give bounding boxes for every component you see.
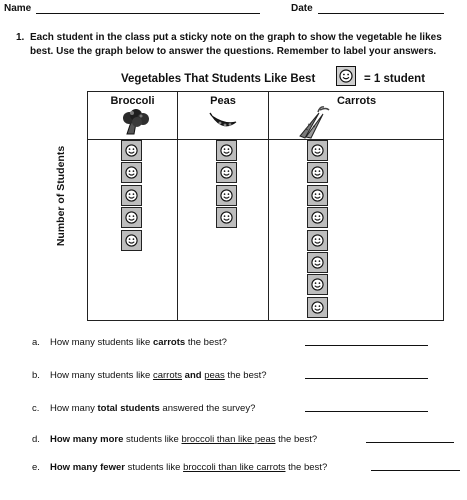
question-letter: a.	[32, 337, 40, 348]
question-text: How many fewer	[50, 462, 125, 473]
sticky-note-carrots-4	[307, 207, 328, 228]
answer-line-b[interactable]	[305, 378, 428, 379]
question-b	[32, 370, 267, 381]
category-label-broccoli: Broccoli	[110, 95, 155, 107]
question-text: carrots	[152, 337, 186, 348]
carrots-icon	[296, 106, 332, 140]
question-text: students like	[123, 434, 182, 445]
question-e	[32, 462, 327, 473]
answer-line-d[interactable]	[366, 442, 454, 443]
broccoli-icon	[119, 108, 151, 136]
smiley-face-icon	[125, 234, 138, 247]
question-text: the best?	[185, 337, 227, 348]
smiley-face-icon	[125, 166, 138, 179]
smiley-face-icon	[311, 211, 324, 224]
broccoli-stack	[121, 140, 142, 252]
smiley-face-icon	[311, 144, 324, 157]
sticky-note-carrots-6	[307, 252, 328, 273]
smiley-face-icon	[311, 301, 324, 314]
smiley-face-icon	[311, 234, 324, 247]
sticky-note-peas-4	[216, 207, 237, 228]
peas-stack	[216, 140, 237, 230]
smiley-face-icon	[311, 278, 324, 291]
smiley-face-icon	[220, 144, 233, 157]
sticky-note-broccoli-4	[121, 207, 142, 228]
question-text: How many more	[50, 434, 124, 445]
name-label: Name	[4, 3, 32, 14]
question-text: broccoli than like carrots	[183, 462, 286, 473]
smiley-face-icon	[220, 211, 233, 224]
question-letter: c.	[32, 403, 40, 414]
smiley-face-icon	[311, 189, 324, 202]
smiley-face-icon	[220, 166, 233, 179]
sticky-note-carrots-3	[307, 185, 328, 206]
sticky-note-carrots-7	[307, 274, 328, 295]
category-label-peas: Peas	[210, 95, 236, 107]
sticky-note-broccoli-2	[121, 162, 142, 183]
sticky-note-peas-2	[216, 162, 237, 183]
question-a	[32, 337, 227, 348]
answer-line-c[interactable]	[305, 411, 428, 412]
smiley-face-icon	[311, 256, 324, 269]
question-text: the best?	[224, 370, 267, 381]
question-text: students like	[124, 462, 184, 473]
carrots-stack	[307, 140, 328, 319]
question-text: How many students like	[50, 337, 153, 348]
question-text: the best?	[275, 434, 318, 445]
sticky-note-peas-1	[216, 140, 237, 161]
question-text: and	[182, 370, 205, 381]
pictograph	[87, 91, 444, 321]
smiley-face-icon	[125, 144, 138, 157]
question-text: broccoli than like peas	[181, 434, 276, 445]
date-label: Date	[291, 3, 313, 14]
question-text: total students	[97, 403, 160, 414]
legend-smiley-box	[336, 66, 356, 86]
question-letter: b.	[32, 370, 40, 381]
smiley-face-icon	[311, 166, 324, 179]
question-d	[32, 434, 317, 445]
smiley-face-icon	[220, 189, 233, 202]
chart-title: Vegetables That Students Like Best	[121, 73, 316, 85]
column-divider	[177, 92, 178, 320]
sticky-note-carrots-8	[307, 297, 328, 318]
question-text: How many	[50, 403, 98, 414]
smiley-face-icon	[125, 189, 138, 202]
question-text: How many students like	[50, 370, 153, 381]
sticky-note-peas-3	[216, 185, 237, 206]
y-axis-label: Number of Students	[55, 145, 67, 247]
category-label-carrots: Carrots	[336, 95, 377, 107]
instructions	[16, 31, 446, 59]
date-field[interactable]	[318, 13, 444, 14]
smiley-face-icon	[125, 211, 138, 224]
answer-line-a[interactable]	[305, 345, 428, 346]
pea-pod-icon	[209, 110, 239, 134]
question-text: the best?	[285, 462, 328, 473]
answer-line-e[interactable]	[371, 470, 460, 471]
question-letter: e.	[32, 462, 40, 473]
smiley-face-icon	[339, 69, 353, 83]
legend-text: = 1 student	[364, 73, 426, 85]
sticky-note-broccoli-3	[121, 185, 142, 206]
instructions-number: 1.	[16, 32, 25, 43]
question-text: answered the survey?	[159, 403, 256, 414]
question-letter: d.	[32, 434, 40, 445]
sticky-note-carrots-1	[307, 140, 328, 161]
column-divider	[268, 92, 269, 320]
sticky-note-carrots-2	[307, 162, 328, 183]
question-text: peas	[204, 370, 225, 381]
question-c	[32, 403, 255, 414]
instructions-text: Each student in the class put a sticky note on the graph to show the vegetable he likes best. Use the graph below to answer the questions. Remember to label your answers.	[30, 32, 442, 57]
question-text: carrots	[152, 370, 183, 381]
sticky-note-broccoli-1	[121, 140, 142, 161]
name-field[interactable]	[36, 13, 260, 14]
sticky-note-carrots-5	[307, 230, 328, 251]
sticky-note-broccoli-5	[121, 230, 142, 251]
